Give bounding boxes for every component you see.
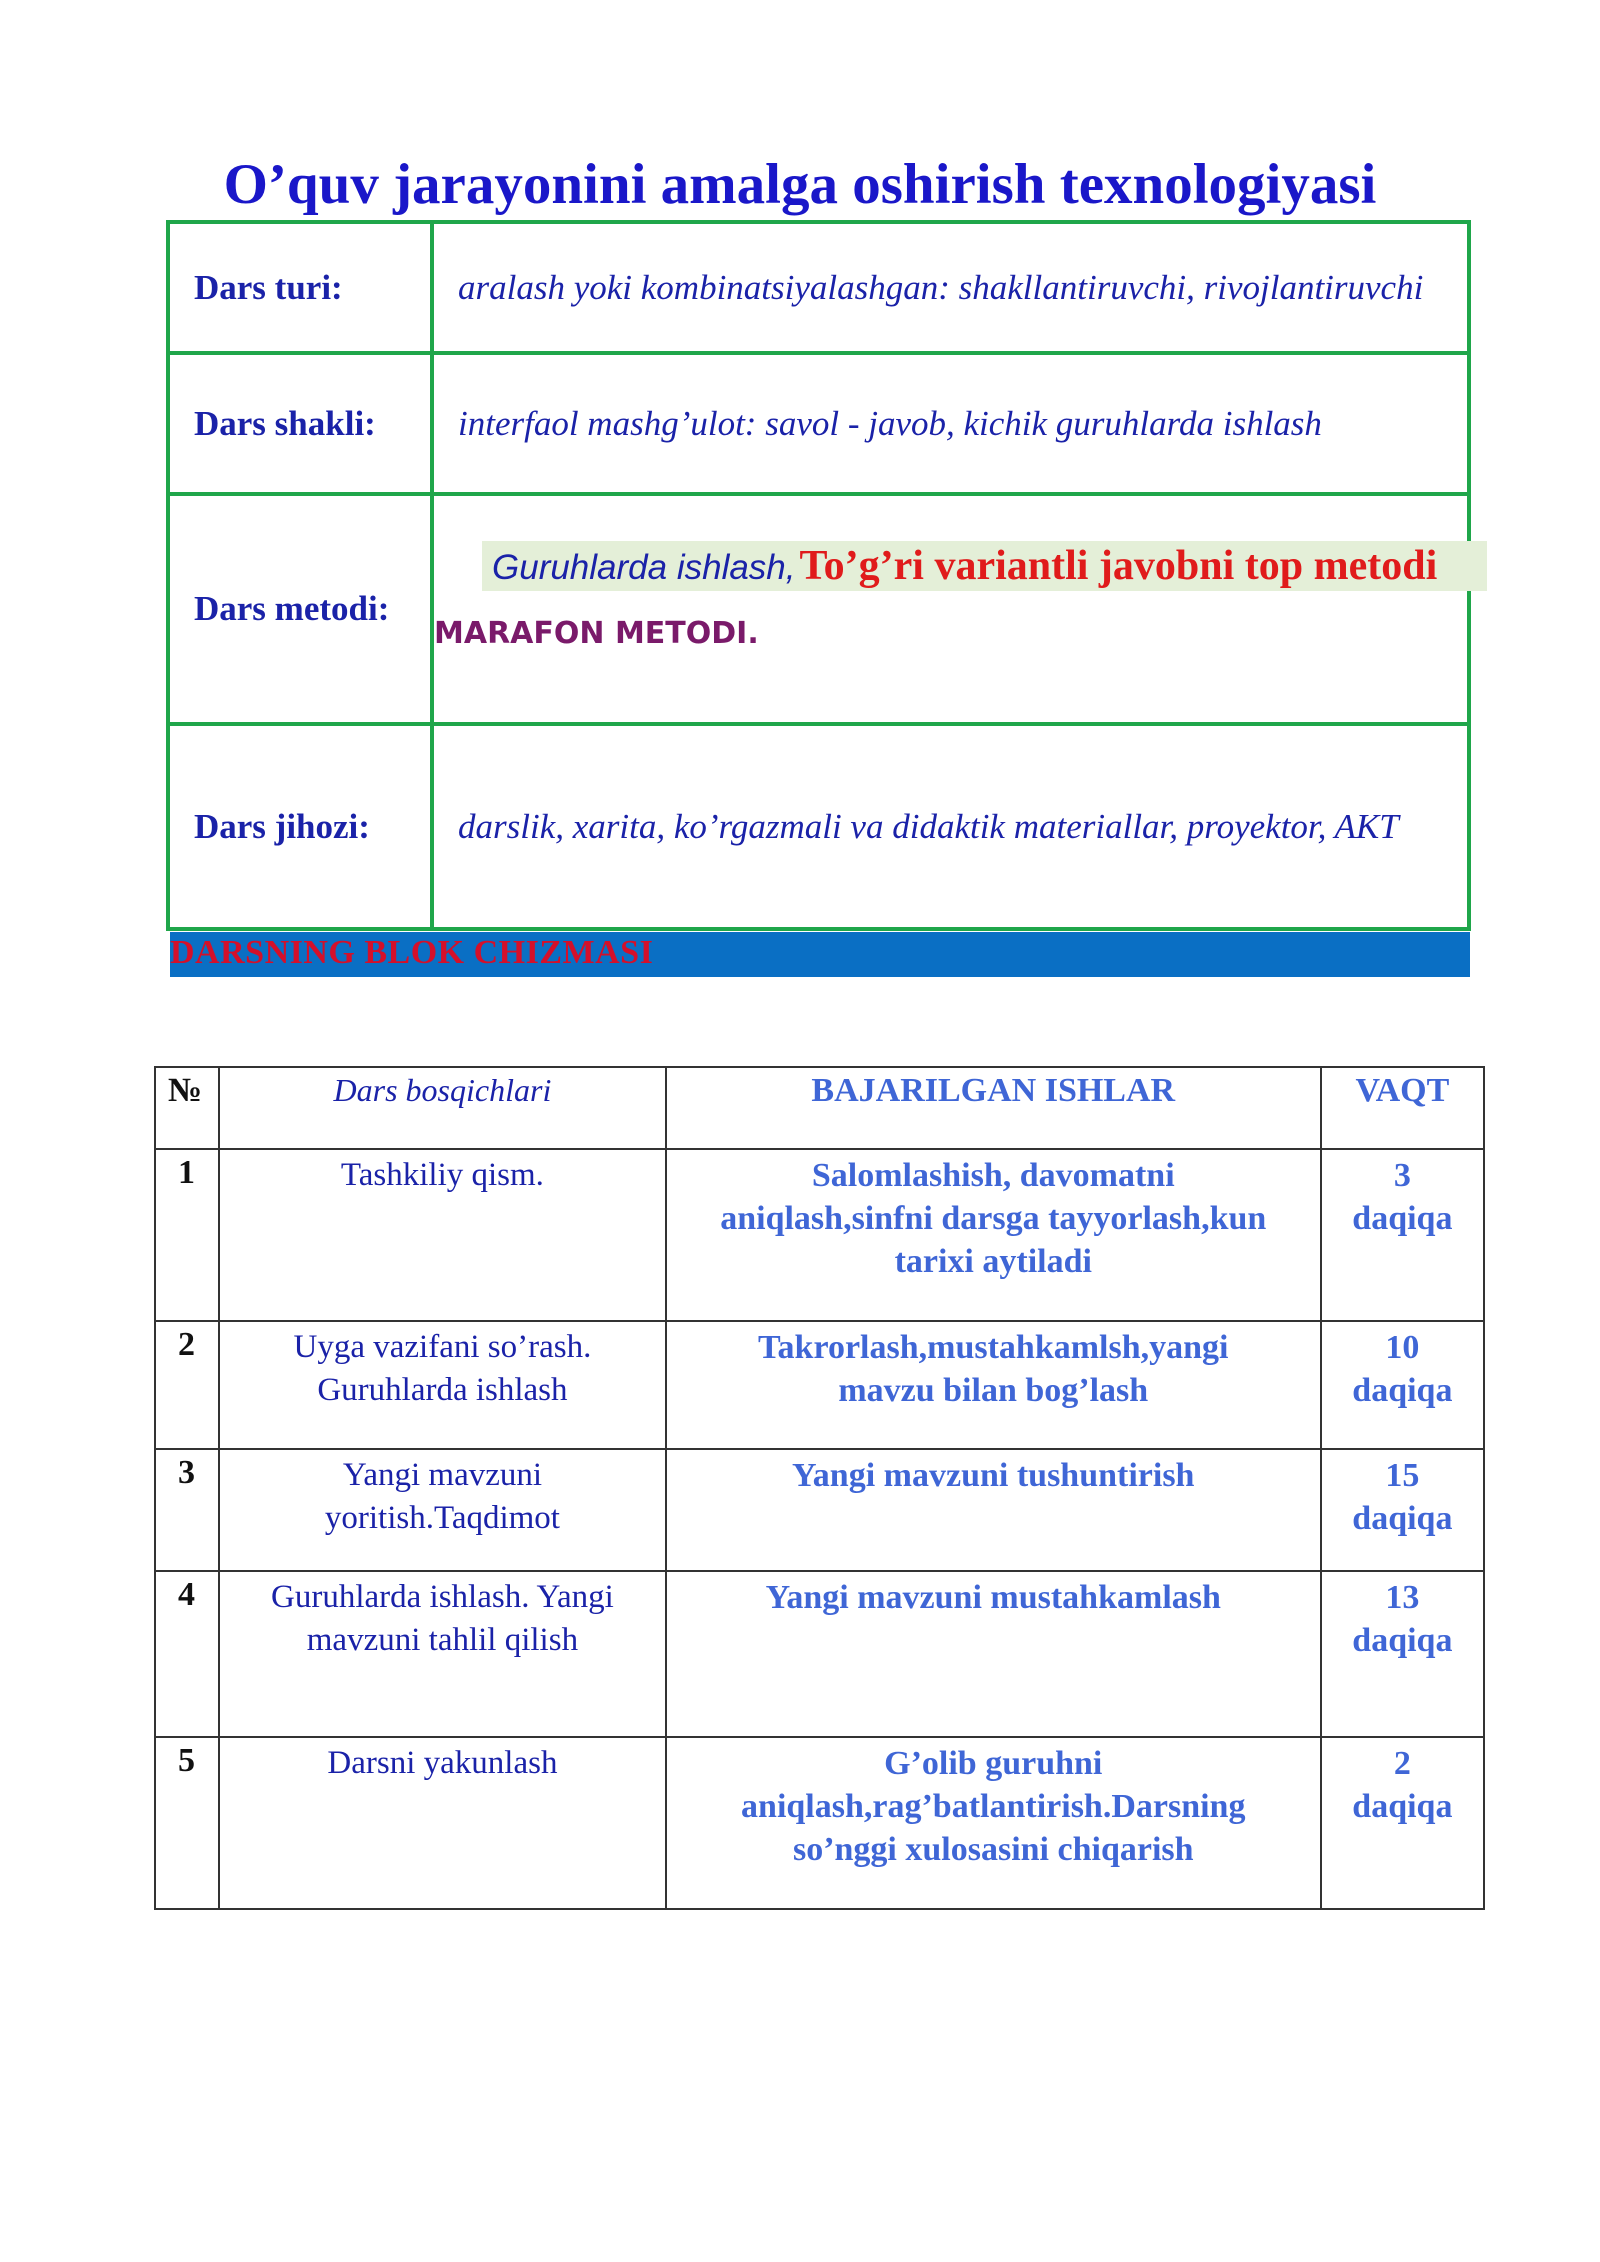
header-number: № xyxy=(155,1067,219,1149)
table-row xyxy=(155,1737,1484,1909)
row-number: 5 xyxy=(155,1737,219,1909)
work-line: tarixi aytiladi xyxy=(894,1243,1092,1280)
work-line: Salomlashish, davomatni xyxy=(811,1157,1175,1194)
lesson-type-label: Dars turi: xyxy=(168,222,432,353)
header-time: VAQT xyxy=(1321,1067,1484,1149)
info-row-method xyxy=(168,494,1469,724)
time-cell xyxy=(1321,1449,1484,1571)
block-diagram-banner xyxy=(170,932,1470,977)
banner-title: DARSNING BLOK CHIZMASI xyxy=(170,934,654,971)
lesson-type-value: aralash yoki kombinatsiyalashgan: shakllantiruvchi, rivojlantiruvchi xyxy=(432,222,1469,353)
work-line: aniqlash,sinfni darsga tayyorlash,kun xyxy=(720,1200,1267,1237)
row-number: 3 xyxy=(155,1449,219,1571)
stage-cell xyxy=(219,1571,666,1737)
work-line: Yangi mavzuni tushuntirish xyxy=(792,1457,1195,1494)
row-number: 2 xyxy=(155,1321,219,1449)
work-line: Yangi mavzuni mustahkamlash xyxy=(765,1579,1221,1616)
work-line: Takrorlash,mustahkamlsh,yangi xyxy=(758,1329,1229,1366)
work-cell xyxy=(666,1737,1321,1909)
stage-line: Tashkiliy qism. xyxy=(340,1157,544,1193)
time-value: 13 xyxy=(1385,1579,1420,1616)
lesson-equipment-value: darslik, xarita, ko’rgazmali va didaktik materiallar, proyektor, AKT xyxy=(432,724,1469,929)
work-cell xyxy=(666,1149,1321,1321)
time-unit: daqiqa xyxy=(1352,1500,1453,1537)
method-group-work: Guruhlarda ishlash, xyxy=(492,548,796,587)
stage-cell xyxy=(219,1737,666,1909)
lesson-info-table xyxy=(166,220,1471,931)
stage-line: Uyga vazifani so’rash. xyxy=(293,1329,592,1365)
info-row-type xyxy=(168,222,1469,353)
lesson-steps-table xyxy=(154,1066,1485,1910)
row-number: 1 xyxy=(155,1149,219,1321)
stage-cell xyxy=(219,1149,666,1321)
work-cell xyxy=(666,1321,1321,1449)
info-row-equipment xyxy=(168,724,1469,929)
info-row-form xyxy=(168,353,1469,494)
time-value: 3 xyxy=(1393,1157,1411,1194)
row-number: 4 xyxy=(155,1571,219,1737)
stage-line: Darsni yakunlash xyxy=(327,1745,558,1781)
table-row xyxy=(155,1571,1484,1737)
header-stages: Dars bosqichlari xyxy=(219,1067,666,1149)
stage-line: Yangi mavzuni xyxy=(342,1457,543,1493)
lesson-form-value: interfaol mashg’ulot: savol - javob, kichik guruhlarda ishlash xyxy=(432,353,1469,494)
time-cell xyxy=(1321,1571,1484,1737)
header-work: BAJARILGAN ISHLAR xyxy=(666,1067,1321,1149)
lesson-equipment-label: Dars jihozi: xyxy=(168,724,432,929)
stage-line: Guruhlarda ishlash. Yangi xyxy=(271,1579,614,1615)
time-value: 15 xyxy=(1385,1457,1420,1494)
time-cell xyxy=(1321,1149,1484,1321)
time-cell xyxy=(1321,1321,1484,1449)
lesson-method-value xyxy=(432,494,1469,724)
time-unit: daqiqa xyxy=(1352,1200,1453,1237)
method-marathon: MARAFON METODI. xyxy=(434,616,759,651)
method-correct-answer: To’g’ri variantli javobni top metodi xyxy=(799,543,1438,589)
stage-cell xyxy=(219,1449,666,1571)
work-line: G’olib guruhni xyxy=(884,1745,1103,1782)
stage-cell xyxy=(219,1321,666,1449)
time-unit: daqiqa xyxy=(1352,1622,1453,1659)
work-line: mavzu bilan bog’lash xyxy=(838,1372,1149,1409)
stage-line: mavzuni tahlil qilish xyxy=(306,1622,579,1658)
steps-header-row xyxy=(155,1067,1484,1149)
stage-line: Guruhlarda ishlash xyxy=(317,1372,568,1408)
table-row xyxy=(155,1321,1484,1449)
work-cell xyxy=(666,1449,1321,1571)
work-line: so’nggi xulosasini chiqarish xyxy=(792,1831,1194,1868)
time-unit: daqiqa xyxy=(1352,1372,1453,1409)
lesson-method-label: Dars metodi: xyxy=(168,494,432,724)
table-row xyxy=(155,1449,1484,1571)
time-cell xyxy=(1321,1737,1484,1909)
time-value: 2 xyxy=(1393,1745,1411,1782)
time-unit: daqiqa xyxy=(1352,1788,1453,1825)
work-cell xyxy=(666,1571,1321,1737)
lesson-form-label: Dars shakli: xyxy=(168,353,432,494)
work-line: aniqlash,rag’batlantirish.Darsning xyxy=(741,1788,1246,1825)
method-highlight xyxy=(482,541,1487,591)
table-row xyxy=(155,1149,1484,1321)
page-title: O’quv jarayonini amalga oshirish texnologiyasi xyxy=(223,153,1377,216)
time-value: 10 xyxy=(1385,1329,1420,1366)
stage-line: yoritish.Taqdimot xyxy=(324,1500,560,1536)
